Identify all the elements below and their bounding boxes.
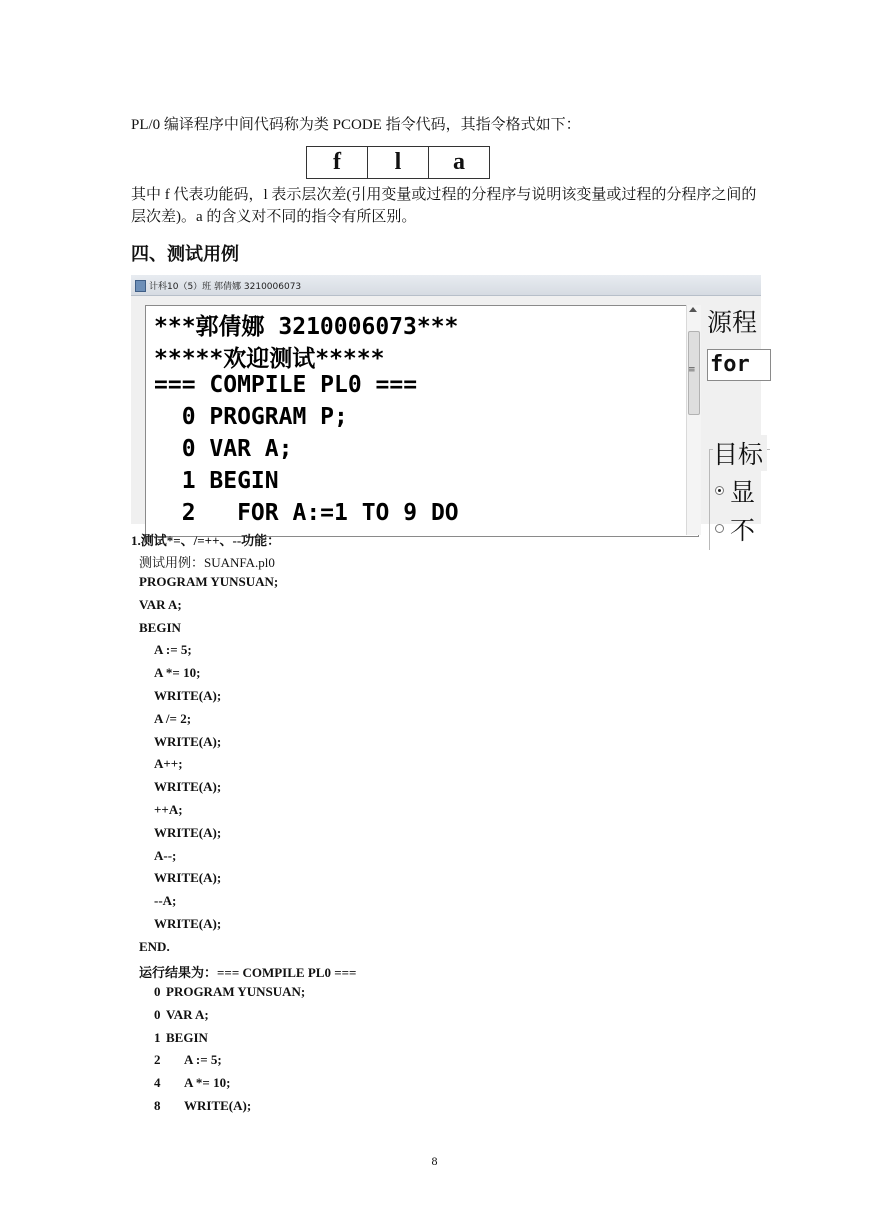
output-line: *****欢迎测试***** (154, 346, 385, 372)
result-line-code: A *= 10; (184, 1075, 231, 1091)
app-icon (135, 280, 146, 292)
result-line-number: 8 (154, 1098, 161, 1113)
program-line: END. (139, 938, 170, 954)
test-case-label: 测试用例：SUANFA.pl0 (139, 555, 275, 570)
program-line: VAR A; (139, 596, 182, 612)
result-line-number: 4 (154, 1075, 161, 1091)
window-title: 计科10（5）班 郭倩娜 3210006073 (149, 282, 302, 292)
result-line-code: VAR A; (166, 1006, 209, 1022)
output-line: 0 VAR A; (154, 436, 293, 462)
radio-label: 不 (730, 516, 756, 545)
program-line: WRITE(A); (154, 916, 222, 931)
program-line: BEGIN (139, 619, 181, 635)
page-number: 8 (431, 1154, 438, 1168)
program-line: PROGRAM YUNSUAN; (139, 574, 279, 589)
window-titlebar (131, 275, 761, 296)
radio-option-show[interactable] (715, 473, 755, 509)
format-cell-l: l (368, 147, 429, 179)
program-line: WRITE(A); (154, 870, 222, 886)
radio-unselected-icon[interactable] (715, 524, 724, 533)
result-line-code: A := 5; (184, 1052, 222, 1068)
result-line-code: BEGIN (166, 1029, 208, 1045)
program-line: WRITE(A); (154, 688, 222, 703)
output-textarea[interactable] (145, 305, 699, 537)
section-heading: 四、测试用例 (131, 244, 239, 265)
program-line: WRITE(A); (154, 779, 222, 795)
program-line: A /= 2; (154, 710, 192, 726)
output-line: 1 BEGIN (154, 468, 279, 494)
result-label: 运行结果为：=== COMPILE PL0 === (139, 965, 357, 980)
program-line: WRITE(A); (154, 824, 222, 840)
result-line-number: 2 (154, 1052, 161, 1068)
result-line-number: 0 (154, 1006, 161, 1022)
format-cell-f: f (307, 147, 368, 179)
target-label: 目标 (713, 435, 767, 471)
program-line: A *= 10; (154, 665, 201, 681)
program-line: ++A; (154, 802, 183, 817)
program-line: A++; (154, 756, 183, 772)
scroll-up-arrow-icon[interactable] (689, 307, 697, 312)
options-panel (705, 299, 765, 545)
program-line: WRITE(A); (154, 733, 222, 749)
result-line-code: WRITE(A); (184, 1098, 252, 1113)
output-line: 2 FOR A:=1 TO 9 DO (154, 500, 459, 526)
result-line-number: 1 (154, 1029, 161, 1045)
radio-option-hide[interactable] (715, 511, 755, 547)
source-label: 源程 (707, 308, 758, 337)
program-line: --A; (154, 893, 177, 909)
radio-label: 显 (730, 478, 756, 507)
output-line: ***郭倩娜 3210006073*** (154, 314, 459, 340)
result-line-number: 0 (154, 984, 161, 999)
intro-paragraph: PL/0 编译程序中间代码称为类 PCODE 指令代码，其指令格式如下： (131, 117, 581, 133)
scroll-grip-icon: ≡ (688, 365, 696, 375)
test-heading: 1.测试*=、/=++、--功能： (131, 533, 281, 548)
instruction-format-table (306, 146, 490, 179)
program-line: A := 5; (154, 642, 192, 658)
result-line-code: PROGRAM YUNSUAN; (166, 984, 306, 999)
source-file-input[interactable]: for (707, 349, 771, 381)
vertical-scrollbar[interactable] (686, 305, 701, 535)
format-description: 其中 f 代表功能码，l 表示层次差(引用变量或过程的分程序与说明该变量或过程的分程序之间的层次差)。a 的含义对不同的指令有所区别。 (131, 187, 757, 225)
format-cell-a: a (429, 147, 490, 179)
radio-selected-icon[interactable] (715, 486, 724, 495)
output-line: === COMPILE PL0 === (154, 372, 418, 398)
program-line: A--; (154, 847, 177, 863)
output-line: 0 PROGRAM P; (154, 404, 348, 430)
